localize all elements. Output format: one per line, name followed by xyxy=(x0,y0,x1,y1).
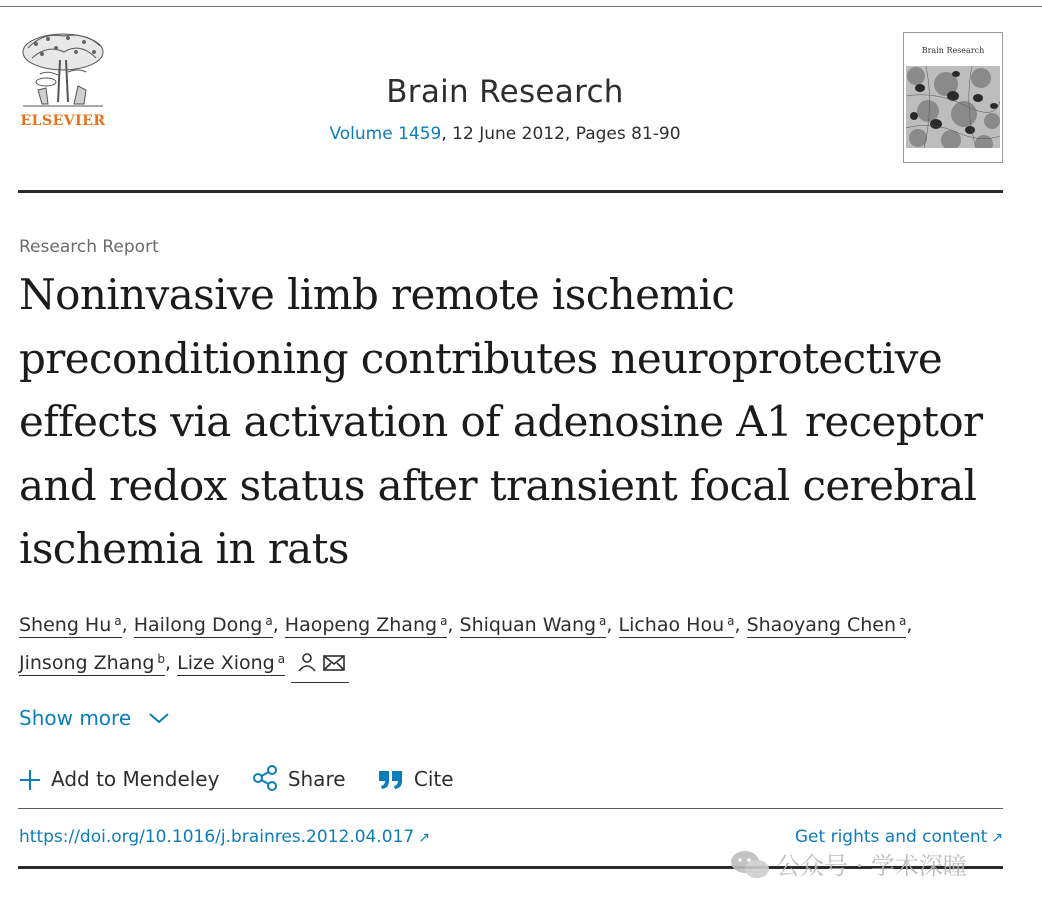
affiliation-marker: a xyxy=(727,614,735,628)
person-icon xyxy=(297,652,317,672)
show-more-label: Show more xyxy=(19,706,132,730)
actions-divider xyxy=(18,808,1003,809)
add-to-mendeley-label: Add to Mendeley xyxy=(51,767,220,791)
author-link[interactable]: Haopeng Zhang $^a$ xyxy=(284,614,448,636)
cover-micrograph-image xyxy=(906,66,1000,148)
author-link[interactable]: Shaoyang Chen $^a$ xyxy=(746,614,907,636)
mail-icon xyxy=(323,654,345,672)
affiliation-marker: a xyxy=(599,614,607,628)
share-label: Share xyxy=(287,767,346,791)
chevron-down-icon xyxy=(148,711,170,725)
cover-title: Brain Research xyxy=(921,46,985,55)
article-title: Noninvasive limb remote ischemic preconditioning contributes neuroprotective effects via activation of adenosine A1 receptor and redox status after transient focal cerebral ischemia in rats xyxy=(19,270,983,573)
external-link-icon: ↗ xyxy=(418,830,430,846)
get-rights-link[interactable]: Get rights and content ↗ xyxy=(794,827,1003,847)
journal-cover-thumbnail[interactable] xyxy=(903,32,1003,163)
journal-header xyxy=(255,74,755,144)
share-button[interactable] xyxy=(252,765,346,791)
wechat-watermark: 公众号 · 学术深瞳 xyxy=(730,846,967,881)
publisher-name: ELSEVIER xyxy=(20,113,106,129)
author-link[interactable]: Hailong Dong $^a$ xyxy=(133,614,273,636)
journal-title[interactable]: Brain Research xyxy=(386,74,624,110)
author-link[interactable]: Lichao Hou $^a$ xyxy=(618,614,735,636)
affiliation-marker: a xyxy=(277,652,286,666)
article-type-label: Research Report xyxy=(19,237,159,257)
affiliation-marker: b xyxy=(157,652,166,666)
corresponding-author-contact[interactable] xyxy=(291,645,349,683)
affiliation-marker: a xyxy=(440,614,448,628)
affiliation-marker: a xyxy=(265,614,273,628)
author-list: Sheng Hu $^a$, Hailong Dong $^a$, Haopeng Zhang $^a$, Shiquan Wang $^a$, Lichao Hou $^a$, Shaoyang Chen $^a$, Jinsong Zhang $^b$, Lize Xiong $^a$ xyxy=(19,607,1019,683)
journal-issue-meta xyxy=(255,124,755,144)
affiliation-marker: a xyxy=(899,614,907,628)
top-divider xyxy=(0,6,1042,7)
show-more-toggle[interactable] xyxy=(19,706,170,730)
affiliation-marker: a xyxy=(114,614,122,628)
author-link[interactable]: Sheng Hu $^a$ xyxy=(19,614,122,636)
share-icon xyxy=(252,765,278,791)
volume-link[interactable]: Volume 1459 xyxy=(329,124,442,144)
article-actions xyxy=(19,765,480,791)
quote-icon xyxy=(378,769,404,791)
external-link-icon: ↗ xyxy=(991,830,1003,846)
author-link[interactable]: Lize Xiong $^a$ xyxy=(177,652,286,674)
author-link[interactable]: Shiquan Wang $^a$ xyxy=(459,614,607,636)
author-link[interactable]: Jinsong Zhang $^b$ xyxy=(19,652,166,674)
wechat-icon xyxy=(730,850,770,880)
cite-label: Cite xyxy=(413,767,454,791)
issue-date-pages: , 12 June 2012, Pages 81-90 xyxy=(441,124,681,144)
add-to-mendeley-button[interactable] xyxy=(19,767,219,791)
doi-link[interactable]: https://doi.org/10.1016/j.brainres.2012.04.017 ↗ xyxy=(19,827,430,847)
plus-icon xyxy=(19,769,41,791)
header-divider xyxy=(18,190,1003,193)
cite-button[interactable] xyxy=(378,767,454,791)
